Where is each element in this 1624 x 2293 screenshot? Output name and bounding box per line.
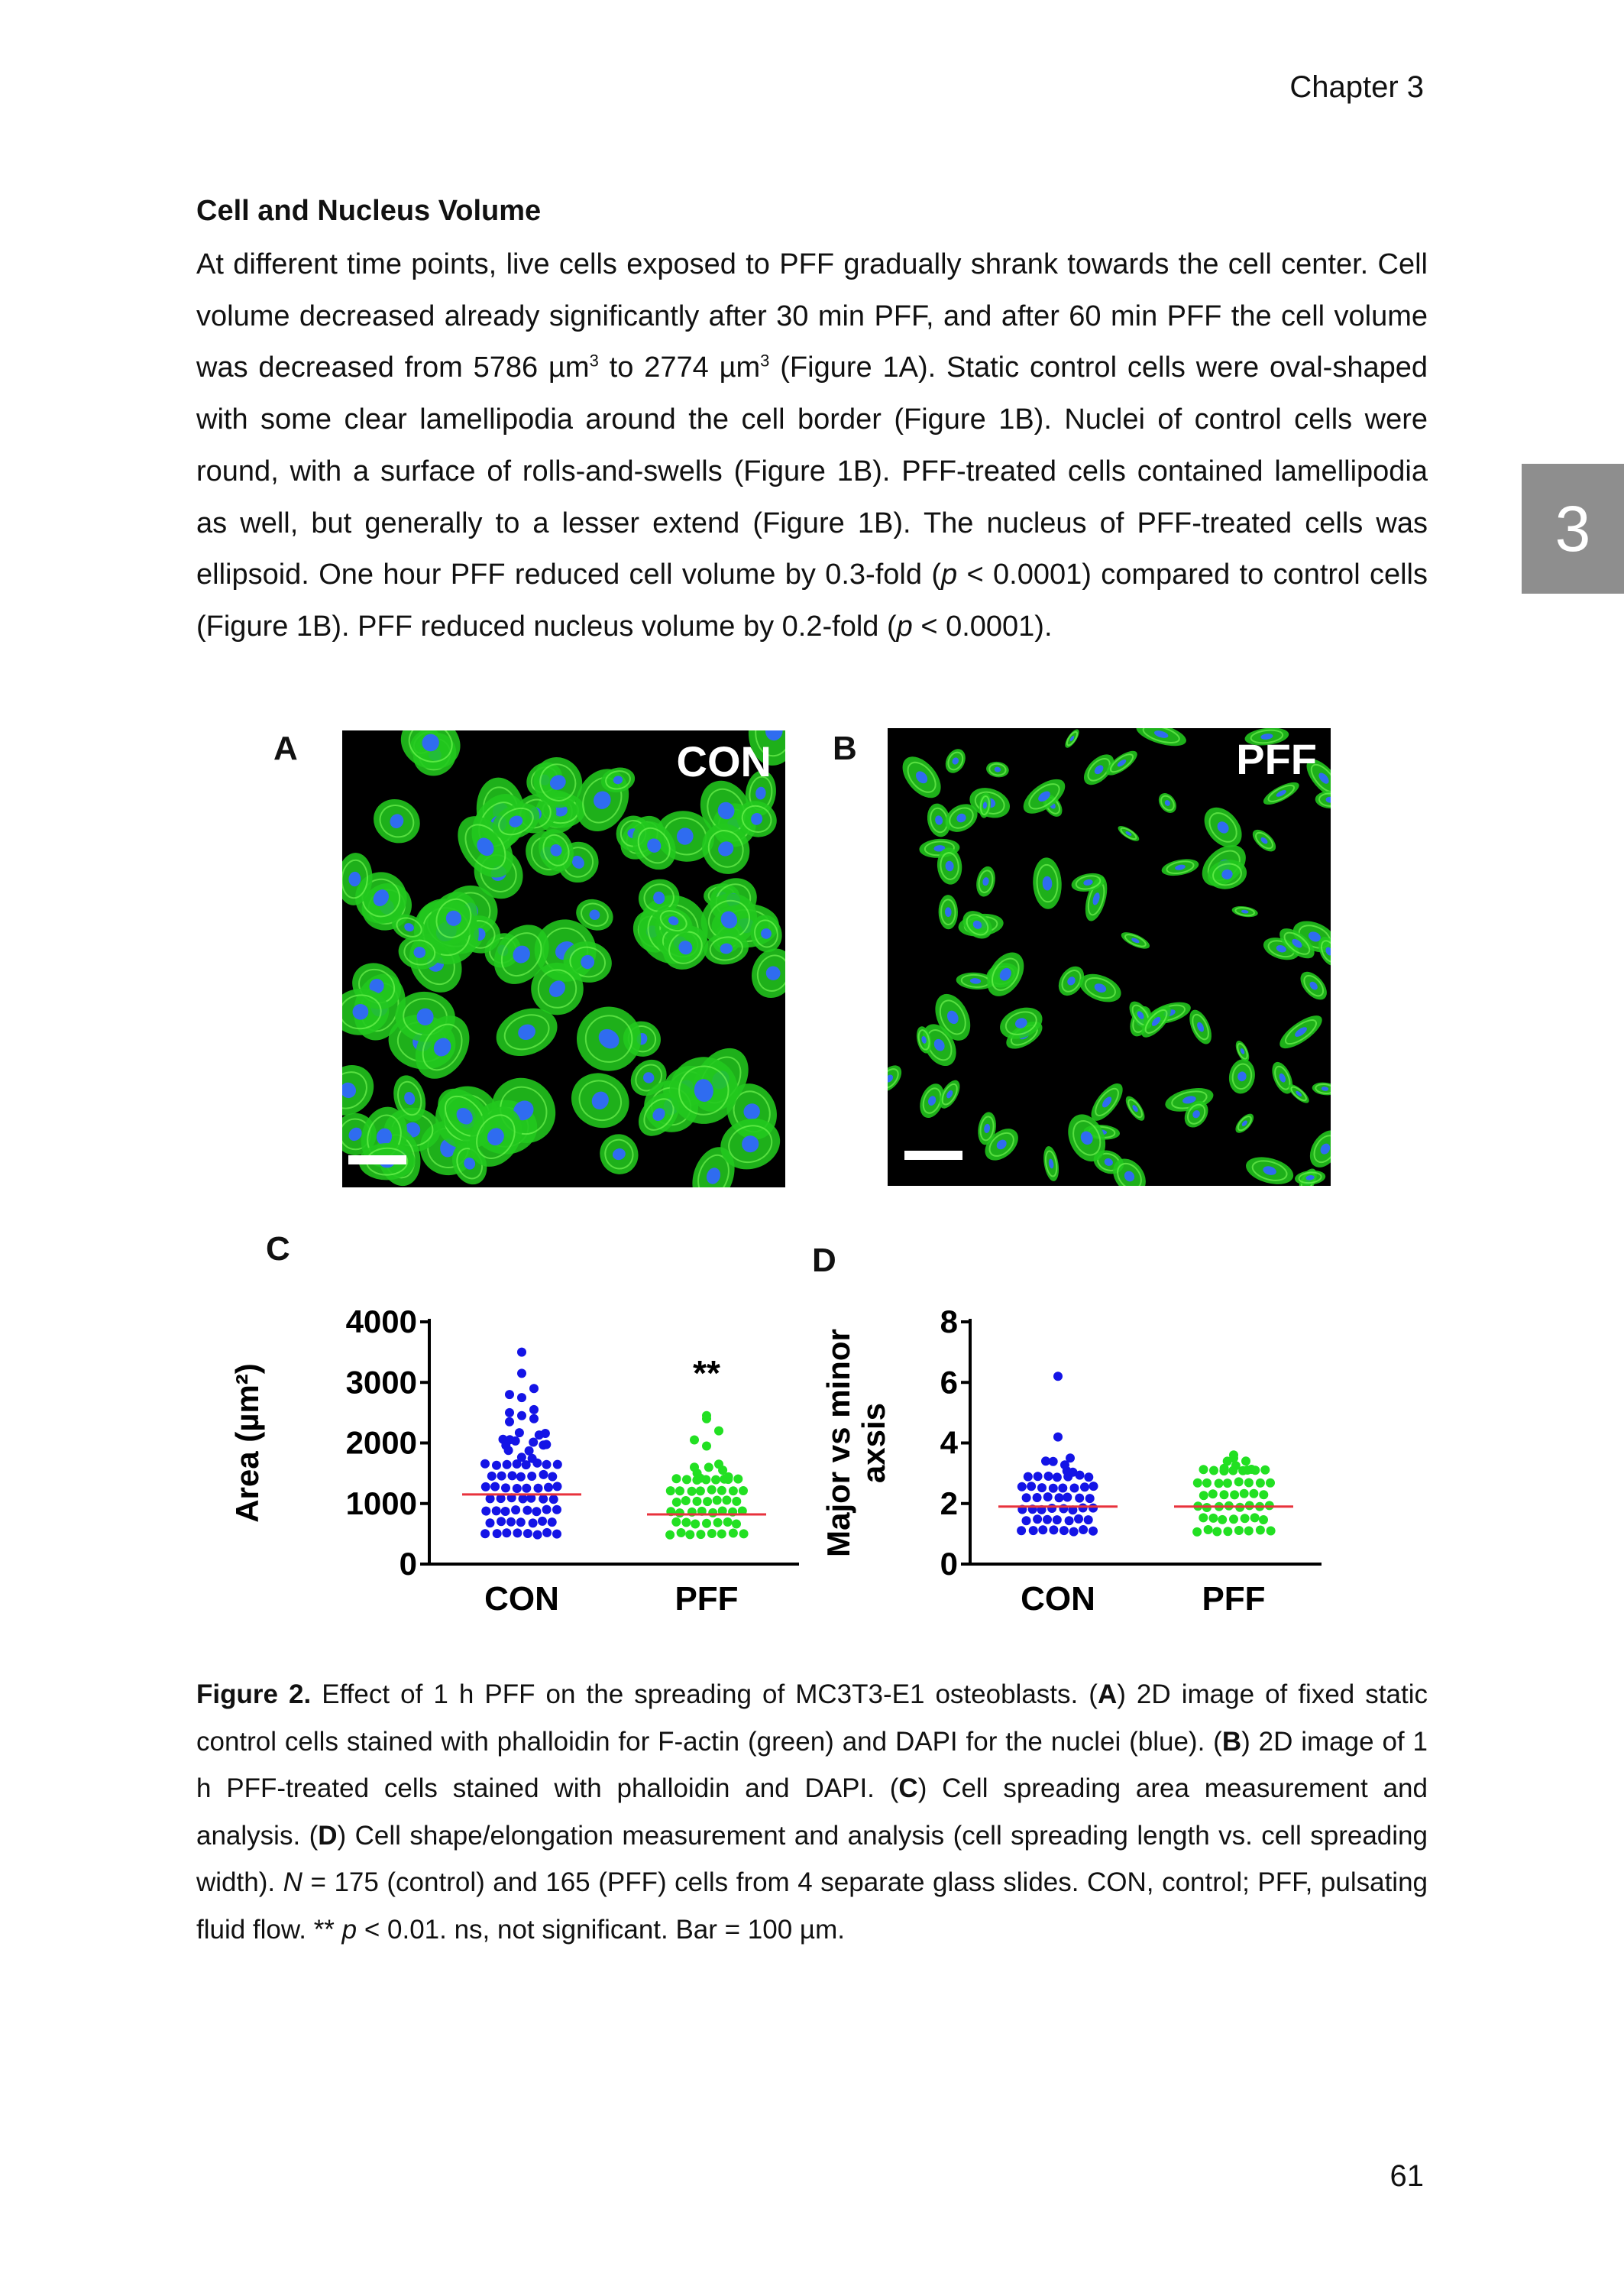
data-point [671, 1517, 681, 1527]
data-point [1043, 1515, 1052, 1524]
data-point [481, 1507, 490, 1516]
data-point [702, 1414, 711, 1423]
cell [1231, 905, 1259, 918]
data-point [1079, 1504, 1088, 1513]
data-point [675, 1508, 684, 1517]
data-point [533, 1530, 542, 1540]
body-paragraph: At different time points, live cells exposed to PFF gradually shrank towards the cell center. Cell volume decreased already significantly after 30 min PFF, and after 60 min PFF the cell volume was decreased from 5786 µm$^3$ to 2774 µm$^3$ (Figure 1A). Static control cells were oval-shaped with some clear lamellipodia around the cell border (Figure 1B). Nuclei of control cells were round, with a surface of rolls-and-swells (Figure 1B). PFF-treated cells contained lamellipodia as well, but generally to a lesser extend (Figure 1B). The nucleus of PFF-treated cells was ellipsoid. One hour PFF reduced cell volume by 0.3-fold (p < 0.0001) compared to control cells (Figure 1B). PFF reduced nucleus volume by 0.2-fold (p < 0.0001). [196, 248, 1428, 643]
data-point [1230, 1490, 1239, 1499]
data-point [1022, 1493, 1031, 1502]
micrograph-pff-image [888, 728, 1331, 1186]
data-point [732, 1520, 741, 1529]
data-point [1199, 1465, 1208, 1474]
y-tick-label: 0 [940, 1546, 958, 1582]
cell [1315, 791, 1331, 809]
data-point [702, 1442, 711, 1451]
data-point [665, 1530, 675, 1540]
cell [1312, 1081, 1331, 1096]
chapter-tab: 3 [1522, 464, 1624, 594]
data-point [538, 1517, 547, 1526]
data-point [1208, 1514, 1218, 1523]
x-category-label: PFF [675, 1580, 739, 1618]
data-point [702, 1519, 711, 1528]
data-point [1066, 1453, 1075, 1462]
data-point [1017, 1526, 1026, 1535]
y-tick-label: 2000 [345, 1424, 417, 1461]
data-point [517, 1348, 526, 1357]
cell [1041, 1145, 1061, 1183]
cell [888, 1061, 906, 1096]
data-point [666, 1486, 675, 1495]
data-point [1033, 1514, 1042, 1524]
area-scatter-chart [229, 1284, 825, 1627]
data-point [1049, 1525, 1058, 1534]
data-point [548, 1517, 557, 1527]
data-point [542, 1528, 552, 1537]
data-point [1029, 1526, 1038, 1535]
x-category-label: CON [484, 1580, 559, 1618]
data-point [722, 1495, 731, 1504]
data-point [1204, 1525, 1213, 1534]
cell [1294, 1169, 1326, 1186]
data-point [1241, 1456, 1250, 1466]
data-point [522, 1484, 531, 1493]
data-point [523, 1529, 532, 1538]
data-point [1223, 1527, 1232, 1536]
data-point [708, 1508, 717, 1517]
data-point [535, 1430, 544, 1440]
data-point [481, 1482, 490, 1491]
cell [1155, 790, 1180, 817]
data-point [501, 1441, 510, 1450]
data-point [1034, 1472, 1043, 1481]
cell [366, 791, 429, 851]
data-point [714, 1427, 723, 1436]
data-point [732, 1497, 741, 1506]
data-point [1053, 1372, 1063, 1381]
data-point [1244, 1478, 1254, 1488]
cell [1032, 857, 1063, 910]
data-point [711, 1475, 720, 1485]
data-point [534, 1484, 543, 1493]
data-point [717, 1486, 726, 1495]
data-point [517, 1368, 526, 1378]
cell [561, 1063, 639, 1138]
data-point [696, 1486, 705, 1495]
page-number: 61 [1389, 2159, 1424, 2193]
scale-bar [904, 1151, 962, 1160]
data-point [492, 1461, 501, 1470]
data-point [739, 1486, 748, 1495]
cell [985, 760, 1010, 779]
data-point [693, 1497, 702, 1506]
y-tick-label: 2 [940, 1485, 958, 1521]
data-point [1220, 1464, 1229, 1473]
data-point [492, 1506, 501, 1515]
cell [1243, 1152, 1296, 1186]
data-point [549, 1495, 558, 1504]
y-tick-label: 4 [940, 1424, 958, 1461]
data-point [552, 1530, 561, 1539]
data-point [696, 1530, 705, 1539]
data-point [690, 1436, 699, 1445]
data-point [506, 1517, 516, 1527]
data-point [529, 1518, 538, 1527]
section-heading: Cell and Nucleus Volume [196, 195, 542, 227]
data-point [1259, 1490, 1268, 1499]
data-point [1055, 1493, 1064, 1502]
cell [974, 865, 998, 899]
cell [1249, 826, 1279, 856]
data-point [1089, 1482, 1098, 1491]
data-point [1208, 1489, 1218, 1498]
series-con [1017, 1372, 1098, 1536]
data-point [681, 1496, 691, 1505]
x-category-label: CON [1021, 1580, 1095, 1618]
data-point [672, 1474, 681, 1483]
y-axis-label: Major vs minor [820, 1329, 856, 1557]
data-point [1249, 1489, 1258, 1498]
data-point [707, 1485, 717, 1495]
data-point [739, 1529, 749, 1538]
data-point [1218, 1515, 1227, 1524]
data-point [1069, 1527, 1079, 1537]
data-point [682, 1475, 691, 1484]
data-point [1049, 1484, 1058, 1493]
data-point [539, 1470, 548, 1479]
data-point [511, 1505, 520, 1514]
cell [1017, 772, 1071, 820]
data-point [1079, 1525, 1088, 1534]
panel-letter-d: D [812, 1242, 836, 1279]
data-point [1089, 1527, 1098, 1536]
data-point [522, 1506, 532, 1515]
data-point [503, 1460, 512, 1469]
data-point [1085, 1494, 1095, 1503]
data-point [1234, 1526, 1244, 1535]
series-pff [1192, 1450, 1276, 1537]
y-tick-label: 3000 [345, 1364, 417, 1401]
y-tick-label: 0 [399, 1546, 417, 1582]
cell [1232, 1111, 1257, 1136]
cell [1197, 800, 1250, 854]
series-pff [665, 1411, 749, 1540]
data-point [1234, 1477, 1244, 1486]
cell [1119, 929, 1152, 952]
data-point [1199, 1513, 1208, 1522]
data-point [552, 1505, 561, 1514]
data-point [493, 1529, 502, 1538]
data-point [1256, 1526, 1265, 1535]
data-point [1241, 1514, 1250, 1523]
data-point [1047, 1504, 1056, 1513]
data-point [511, 1436, 520, 1446]
cell [1122, 1093, 1148, 1124]
data-point [704, 1462, 713, 1472]
data-point [707, 1529, 717, 1538]
data-point [685, 1530, 694, 1539]
cell [1304, 1125, 1331, 1173]
data-point [1037, 1483, 1047, 1492]
x-category-label: PFF [1202, 1580, 1266, 1618]
data-point [542, 1460, 552, 1469]
data-point [1202, 1478, 1212, 1488]
data-point [1022, 1516, 1031, 1525]
cell [938, 895, 958, 930]
data-point [544, 1483, 553, 1492]
significance-marker: ** [693, 1352, 720, 1393]
cell [1063, 728, 1082, 750]
data-point [497, 1517, 506, 1526]
data-point [529, 1438, 538, 1447]
data-point [675, 1486, 684, 1495]
data-point [723, 1517, 733, 1527]
micrograph-pff [888, 728, 1331, 1186]
data-point [505, 1417, 514, 1427]
data-point [515, 1428, 524, 1437]
data-point [733, 1475, 742, 1484]
data-point [687, 1487, 697, 1496]
data-point [539, 1495, 548, 1504]
data-point [1199, 1491, 1208, 1500]
data-point [1229, 1453, 1238, 1462]
data-point [1038, 1525, 1047, 1534]
data-point [681, 1518, 691, 1527]
cell [1185, 1006, 1216, 1047]
data-point [729, 1486, 738, 1495]
panel-letter-a: A [273, 730, 298, 767]
micrograph-pff-label: PFF [1236, 735, 1317, 783]
data-point [505, 1390, 514, 1399]
data-point [480, 1529, 490, 1538]
data-point [729, 1529, 738, 1538]
data-point [713, 1496, 722, 1505]
data-point [508, 1471, 517, 1480]
panel-letter-b: B [833, 730, 857, 767]
data-point [1266, 1478, 1275, 1488]
data-point [513, 1528, 522, 1537]
data-point [690, 1462, 699, 1472]
data-point [490, 1482, 500, 1491]
data-point [1053, 1515, 1062, 1524]
cell [1286, 1081, 1312, 1106]
micrograph-con-label: CON [676, 737, 772, 785]
data-point [532, 1507, 541, 1516]
axis-ratio-scatter-chart [820, 1284, 1406, 1627]
data-point [1244, 1527, 1254, 1536]
data-point [1041, 1456, 1050, 1466]
data-point [1223, 1478, 1232, 1488]
data-point [1053, 1433, 1063, 1442]
data-point [713, 1518, 723, 1527]
running-head: Chapter 3 [1289, 70, 1424, 104]
figure-caption: Figure 2. Effect of 1 h PFF on the spreading of MC3T3-E1 osteoblasts. (A) 2D image of fixed static control cells stained with phalloidin for F-actin (green) and DAPI for the nuclei (blue). (B) 2D image of 1 h PFF-treated cells stained with phalloidin and DAPI. (C) Cell spreading area measurement and analysis. (D) Cell shape/elongation measurement and analysis (cell spreading length vs. cell spreading width). N = 175 (control) and 165 (PFF) cells from 4 separate glass slides. CON, control; PFF, pulsating fluid flow. ** p < 0.01. ns, not significant. Bar = 100 µm. [196, 1679, 1428, 1945]
data-point [486, 1518, 495, 1527]
panel-letter-c: C [266, 1230, 290, 1268]
data-point [1070, 1484, 1079, 1493]
y-tick-label: 4000 [345, 1304, 417, 1339]
micrograph-con [342, 730, 785, 1187]
data-point [517, 1393, 526, 1402]
data-point [505, 1408, 514, 1417]
data-point [1229, 1514, 1238, 1524]
data-point [529, 1414, 539, 1423]
data-point [1084, 1515, 1093, 1524]
cell [1116, 823, 1141, 844]
data-point [703, 1497, 712, 1506]
data-point [542, 1440, 551, 1449]
data-point [527, 1472, 536, 1481]
data-point [691, 1520, 700, 1529]
y-tick-label: 8 [940, 1304, 958, 1339]
data-point [1080, 1482, 1089, 1491]
data-point [513, 1484, 522, 1493]
data-point [1024, 1472, 1033, 1482]
data-point [497, 1472, 506, 1481]
data-point [1259, 1515, 1268, 1524]
y-axis-label: Area (µm²) [229, 1363, 265, 1523]
data-point [517, 1453, 526, 1462]
scale-bar [348, 1155, 406, 1164]
data-point [553, 1482, 562, 1491]
cell [1160, 857, 1200, 879]
data-point [517, 1411, 526, 1420]
data-point [1192, 1527, 1202, 1537]
data-point [542, 1505, 552, 1514]
cell [895, 750, 949, 805]
y-tick-label: 6 [940, 1364, 958, 1401]
data-point [501, 1483, 510, 1492]
data-point [529, 1405, 539, 1414]
data-point [672, 1498, 681, 1507]
y-axis-label: axsis [856, 1402, 891, 1484]
data-point [487, 1472, 497, 1481]
data-point [525, 1446, 534, 1456]
data-point [1044, 1472, 1053, 1481]
series-con [480, 1348, 562, 1540]
data-point [1053, 1472, 1062, 1482]
data-point [529, 1384, 539, 1393]
y-tick-label: 1000 [345, 1485, 417, 1521]
data-point [717, 1530, 726, 1539]
data-point [1256, 1478, 1265, 1488]
data-point [1089, 1504, 1098, 1513]
data-point [1209, 1466, 1218, 1475]
data-point [1065, 1516, 1074, 1525]
data-point [1033, 1493, 1042, 1502]
data-point [1063, 1493, 1072, 1502]
cell [995, 1002, 1047, 1044]
data-point [1247, 1465, 1256, 1474]
cell [1296, 967, 1331, 1004]
cell [1134, 728, 1189, 750]
data-point [516, 1517, 526, 1527]
data-point [1027, 1482, 1036, 1491]
micrograph-con-image [342, 730, 785, 1187]
cell [1275, 1010, 1327, 1054]
data-point [1043, 1492, 1053, 1501]
data-point [1058, 1484, 1067, 1493]
data-point [1260, 1466, 1270, 1475]
data-point [1075, 1494, 1084, 1503]
data-point [1250, 1513, 1260, 1522]
cell [1227, 1057, 1258, 1096]
data-point [502, 1528, 511, 1537]
data-point [714, 1459, 723, 1469]
data-point [1059, 1526, 1069, 1535]
data-point [1193, 1478, 1202, 1488]
data-point [548, 1472, 557, 1482]
data-point [501, 1507, 510, 1516]
data-point [1215, 1478, 1224, 1488]
data-point [1240, 1489, 1249, 1498]
data-point [677, 1528, 686, 1537]
data-point [516, 1472, 526, 1482]
data-point [553, 1460, 562, 1469]
data-point [1074, 1514, 1083, 1524]
data-point [1017, 1482, 1027, 1491]
cell [942, 746, 969, 776]
data-point [480, 1459, 490, 1469]
data-point [1220, 1490, 1229, 1499]
data-point [1267, 1527, 1276, 1536]
data-point [1084, 1472, 1093, 1482]
cell [594, 1129, 643, 1180]
data-point [1212, 1527, 1221, 1537]
